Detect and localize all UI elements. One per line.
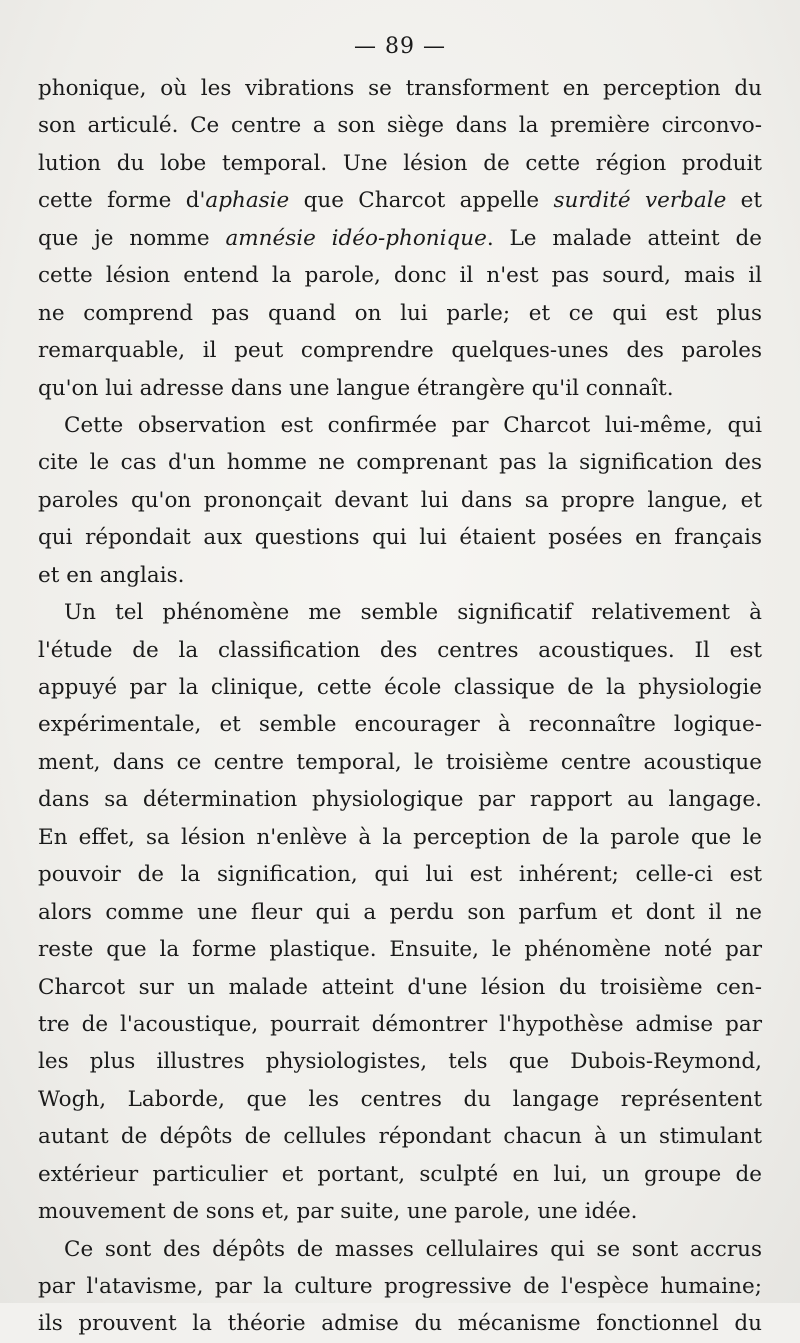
text-line: dans sa détermination physiologique par rapport au langage.	[38, 787, 762, 813]
text-line: reste que la forme plastique. Ensuite, le phénomène noté par	[38, 937, 762, 963]
italic-term: amnésie idéo-phonique	[225, 225, 487, 251]
text-line	[38, 182, 762, 219]
text-line: et en anglais.	[38, 562, 185, 588]
text-line: extérieur particulier et portant, sculpté en lui, un groupe de	[38, 1161, 762, 1187]
text-line: ment, dans ce centre temporal, le troisième centre acoustique	[38, 749, 762, 775]
text-span: et	[726, 188, 763, 214]
text-line: Charcot sur un malade atteint d'une lésion du troisième cen-	[38, 974, 762, 1000]
text-line: alors comme une fleur qui a perdu son parfum et dont il ne	[38, 899, 762, 925]
text-line: par l'atavisme, par la culture progressive de l'espèce humaine;	[38, 1274, 762, 1299]
text-line: Cette observation est confirmée par Charcot lui-même, qui	[64, 412, 762, 438]
text-line: autant de dépôts de cellules répondant chacun à un stimulant	[38, 1124, 762, 1150]
text-line: Wogh, Laborde, que les centres du langage représentent	[38, 1086, 762, 1112]
text-line	[38, 220, 762, 257]
text-line: ils prouvent la théorie admise du mécanisme fonctionnel du	[38, 1311, 762, 1337]
italic-term: surdité verbale	[553, 188, 727, 214]
text-line: appuyé par la clinique, cette école classique de la physiologie	[38, 675, 762, 700]
text-line: Un tel phénomène me semble significatif relativement à	[64, 600, 762, 626]
text-line: qu'on lui adresse dans une langue étrangère qu'il connaît.	[38, 375, 674, 401]
text-line: remarquable, il peut comprendre quelques-unes des paroles	[38, 338, 762, 364]
text-span: que je nomme	[38, 225, 226, 251]
text-span: . Le malade atteint de	[486, 225, 762, 251]
text-span: cette forme d'	[38, 188, 206, 214]
text-line: tre de l'acoustique, pourrait démontrer l'hypothèse admise par	[38, 1011, 762, 1037]
text-line: mouvement de sons et, par suite, une parole, une idée.	[38, 1199, 638, 1225]
text-line: son articulé. Ce centre a son siège dans la première circonvo-	[38, 113, 762, 139]
text-line: paroles qu'on prononçait devant lui dans sa propre langue, et	[38, 487, 762, 513]
text-line: l'étude de la classification des centres acoustiques. Il est	[38, 637, 762, 663]
text-line: cite le cas d'un homme ne comprenant pas la signification des	[38, 450, 762, 476]
body-text	[38, 70, 762, 1343]
text-line: En effet, sa lésion n'enlève à la perception de la parole que le	[38, 824, 762, 850]
text-line: expérimentale, et semble encourager à reconnaître logique-	[38, 712, 762, 738]
text-line: lution du lobe temporal. Une lésion de cette région produit	[38, 150, 762, 176]
italic-term: aphasie	[205, 188, 290, 214]
page-number: — 89 —	[354, 34, 446, 59]
text-line: phonique, où les vibrations se transforment en perception du	[38, 76, 762, 101]
text-line: ne comprend pas quand on lui parle; et ce qui est plus	[38, 300, 762, 326]
text-line: cette lésion entend la parole, donc il n'est pas sourd, mais il	[38, 263, 762, 289]
text-line: les plus illustres physiologistes, tels que Dubois-Reymond,	[38, 1049, 762, 1075]
text-line: qui répondait aux questions qui lui étaient posées en français	[38, 525, 762, 551]
text-line: pouvoir de la signification, qui lui est inhérent; celle-ci est	[38, 862, 762, 888]
text-span: que Charcot appelle	[289, 188, 554, 214]
text-line: Ce sont des dépôts de masses cellulaires qui se sont accrus	[64, 1236, 762, 1262]
